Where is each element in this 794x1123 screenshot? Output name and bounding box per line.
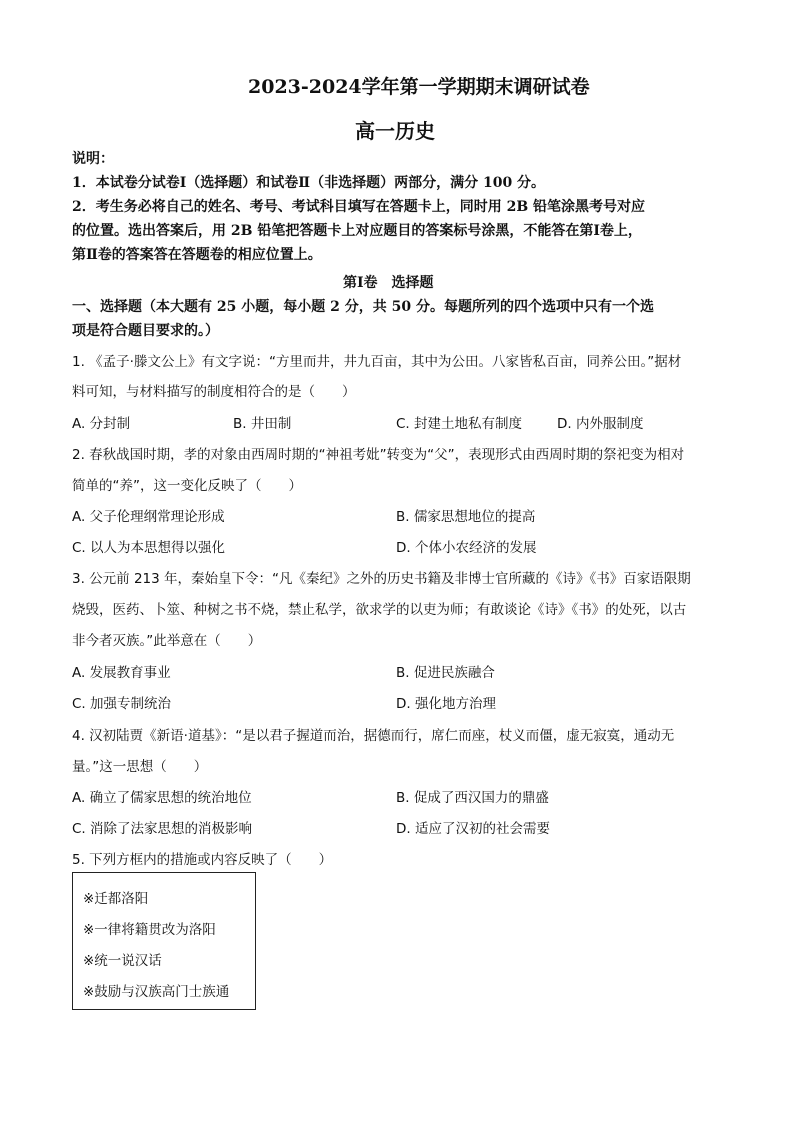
question-2-option-b[interactable]: B. 儒家思想地位的提高 xyxy=(396,509,536,525)
box-item-4: ※鼓励与汉族高门士族通 xyxy=(83,984,230,1000)
question-3-option-d[interactable]: D. 强化地方治理 xyxy=(396,696,496,712)
question-4-stem-line-2: 量。”这一思想（ ） xyxy=(72,759,208,775)
part-heading: 第Ⅰ卷 选择题 xyxy=(343,275,434,291)
question-2-option-c[interactable]: C. 以人为本思想得以强化 xyxy=(72,540,226,556)
exam-title: 2023-2024学年第一学期期末调研试卷 xyxy=(248,76,590,98)
box-item-3: ※统一说汉话 xyxy=(83,953,162,969)
question-4-option-c[interactable]: C. 消除了法家思想的消极影响 xyxy=(72,821,253,837)
question-1-option-c[interactable]: C. 封建土地私有制度 xyxy=(396,416,523,432)
question-3-stem-line-3: 非今者灭族。”此举意在（ ） xyxy=(72,633,262,649)
question-3-option-c[interactable]: C. 加强专制统治 xyxy=(72,696,172,712)
question-2-stem-line-2: 简单的“养”，这一变化反映了（ ） xyxy=(72,478,302,494)
instruction-line-2a: 2．考生务必将自己的姓名、考号、考试科目填写在答题卡上，同时用 2B 铅笔涂黑考号对应 xyxy=(72,199,646,215)
question-1-option-b[interactable]: B. 井田制 xyxy=(233,416,292,432)
section-heading-line-2: 项是符合题目要求的。） xyxy=(72,323,219,339)
question-3-option-a[interactable]: A. 发展教育事业 xyxy=(72,665,171,681)
instruction-line-2c: 第Ⅱ卷的答案答在答题卷的相应位置上。 xyxy=(72,247,322,263)
section-heading-line-1: 一、选择题（本大题有 25 小题，每小题 2 分，共 50 分。每题所列的四个选项中只有一个选 xyxy=(72,299,654,315)
question-4-option-a[interactable]: A. 确立了儒家思想的统治地位 xyxy=(72,790,252,806)
question-5-stem: 5. 下列方框内的措施或内容反映了（ ） xyxy=(72,852,333,868)
box-item-1: ※迁都洛阳 xyxy=(83,891,149,907)
question-3-stem-line-2: 烧毁，医药、卜筮、种树之书不烧，禁止私学，欲求学的以吏为师；有敢谈论《诗》《书》的处死，以古 xyxy=(72,602,687,618)
instruction-line-1: 1．本试卷分试卷Ⅰ（选择题）和试卷Ⅱ（非选择题）两部分，满分 100 分。 xyxy=(72,175,546,191)
question-3-stem-line-1: 3. 公元前 213 年，秦始皇下令：“凡《秦纪》之外的历史书籍及非博士官所藏的《诗》《书》百家语限期 xyxy=(72,571,691,587)
exam-subject: 高一历史 xyxy=(355,119,435,143)
question-5-material-box xyxy=(72,872,256,1010)
question-1-stem-line-1: 1. 《孟子·滕文公上》有文字说：“方里而井，井九百亩，其中为公田。八家皆私百亩，同养公田。”据材 xyxy=(72,354,682,370)
question-4-option-d[interactable]: D. 适应了汉初的社会需要 xyxy=(396,821,550,837)
box-item-2: ※一律将籍贯改为洛阳 xyxy=(83,922,216,938)
question-2-option-a[interactable]: A. 父子伦理纲常理论形成 xyxy=(72,509,225,525)
question-1-option-d[interactable]: D. 内外服制度 xyxy=(557,416,644,432)
instructions-heading: 说明： xyxy=(72,151,114,167)
question-4-stem-line-1: 4. 汉初陆贾《新语·道基》：“是以君子握道而治，据德而行，席仁而座，杖义而僵，虚无寂寞，通动无 xyxy=(72,728,675,744)
question-4-option-b[interactable]: B. 促成了西汉国力的鼎盛 xyxy=(396,790,549,806)
question-1-stem-line-2: 料可知，与材料描写的制度相符合的是（ ） xyxy=(72,384,356,400)
question-1-option-a[interactable]: A. 分封制 xyxy=(72,416,131,432)
question-2-stem-line-1: 2. 春秋战国时期，孝的对象由西周时期的“神祖考妣”转变为“父”，表现形式由西周时期的祭祀变为相对 xyxy=(72,447,685,463)
question-2-option-d[interactable]: D. 个体小农经济的发展 xyxy=(396,540,537,556)
question-3-option-b[interactable]: B. 促进民族融合 xyxy=(396,665,495,681)
instruction-line-2b: 的位置。选出答案后，用 2B 铅笔把答题卡上对应题目的答案标号涂黑，不能答在第Ⅰ卷上， xyxy=(72,223,642,239)
